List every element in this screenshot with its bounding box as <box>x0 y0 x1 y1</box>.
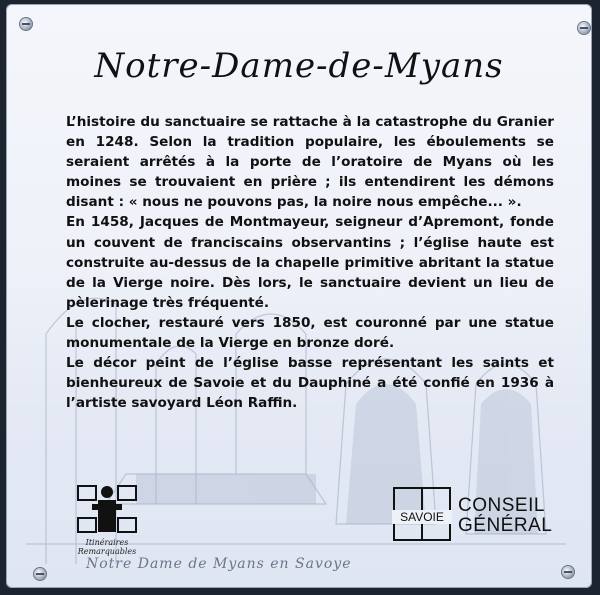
conseil-general-label <box>458 496 552 536</box>
screw-icon <box>562 566 574 578</box>
paragraph-convent: En 1458, Jacques de Montmayeur, seigneur d’Apremont, fonde un couvent de franciscains observantins ; l’église haute est construite au-dessus de la chapelle primitive abritant la statue de la Vierge noire. Dès lors, le sanctuaire devient un lieu de pèlerinage très fréquenté. <box>66 214 554 311</box>
screw-icon <box>34 568 46 580</box>
general-line: GÉNÉRAL <box>458 515 553 536</box>
paragraph-decor: Le décor peint de l’église basse représentant les saints et bienheureux de Savoie et du Dauphiné a été confié en 1936 à l’artiste savoyard Léon Raffin. <box>66 355 554 412</box>
conseil-line: CONSEIL <box>458 495 545 516</box>
screw-icon <box>20 18 32 30</box>
screw-icon <box>578 22 590 34</box>
information-plaque <box>6 4 592 588</box>
paragraph-history: L’histoire du sanctuaire se rattache à la catastrophe du Granier en 1248. Selon la tradition populaire, les éboulements se seraient arrêtés à la porte de l’oratoire de Myans où les moines se trouvaient en prière ; ils entendirent les démons disant : « nous ne pouvons pas, la noire nous empêche... ». <box>66 114 554 211</box>
plaque-body <box>66 112 554 413</box>
logo-caption: Itinéraires Remarquables <box>77 538 137 556</box>
bottom-inscription: Notre Dame de Myans en Savoye <box>86 556 352 572</box>
itineraires-icon <box>72 480 142 538</box>
itineraires-remarquables-logo <box>72 480 142 558</box>
plaque-title: Notre-Dame-de-Myans <box>94 46 504 86</box>
conseil-general-logo <box>392 482 552 552</box>
paragraph-bell-tower: Le clocher, restauré vers 1850, est couronné par une statue monumentale de la Vierge en bronze doré. <box>66 314 554 352</box>
savoie-label: SAVOIE <box>392 510 452 524</box>
